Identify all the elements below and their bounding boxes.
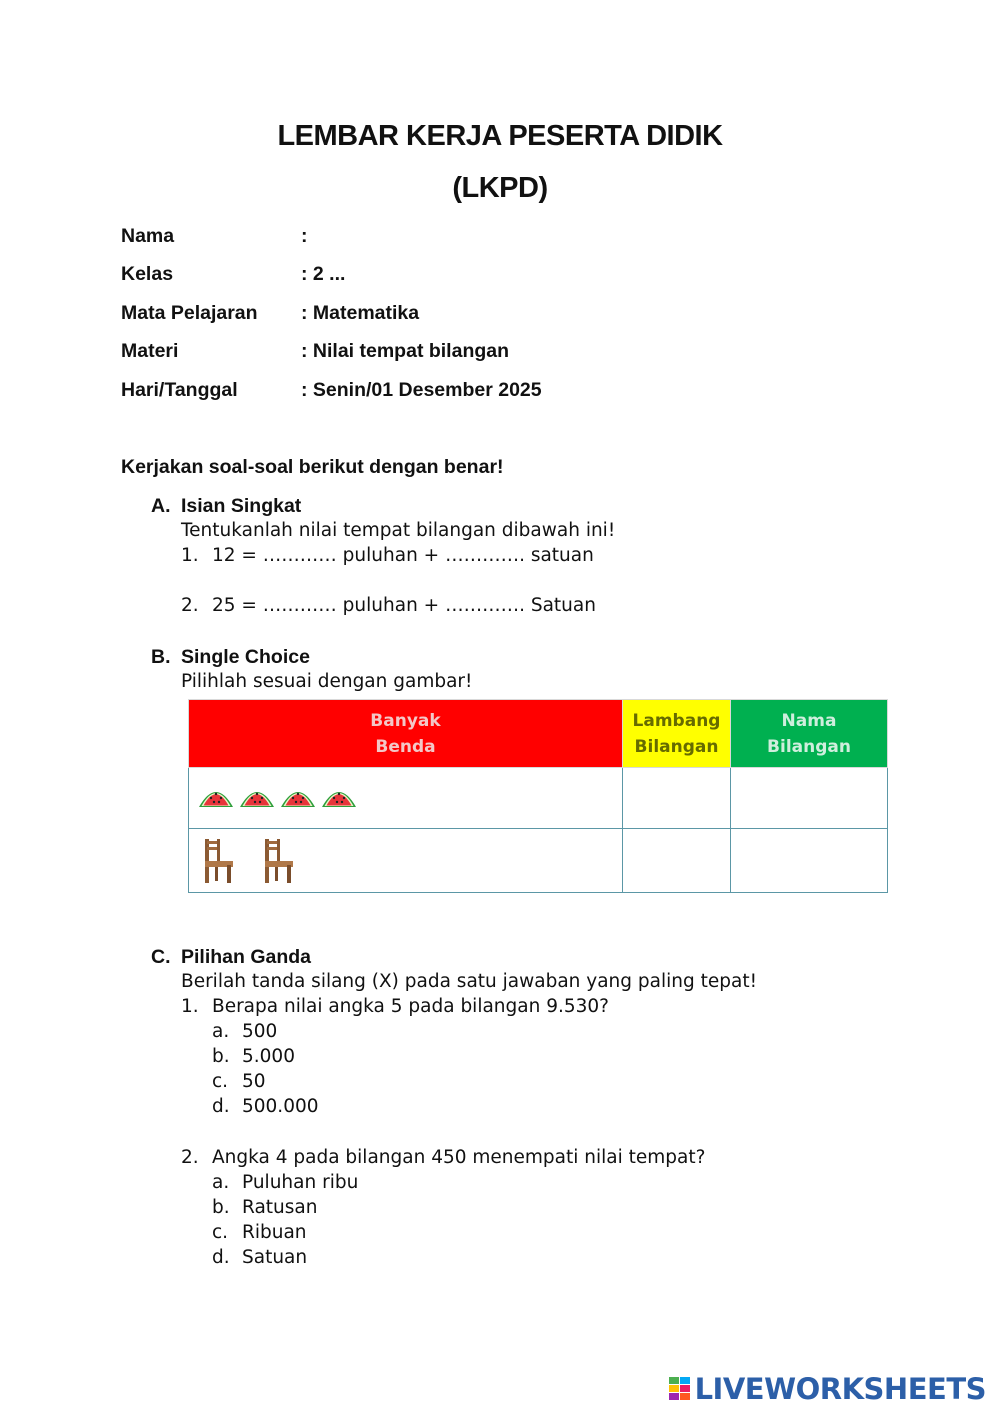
question-1-num: 1. — [181, 996, 199, 1017]
q1-option-b[interactable]: 5.000 — [242, 1046, 295, 1067]
cell-watermelon-objects — [189, 768, 623, 829]
q2-option-d[interactable]: Satuan — [242, 1247, 308, 1268]
section-a-item-1-num: 1. — [181, 545, 199, 566]
info-value-mapel: : Matematika — [301, 302, 420, 324]
q2-option-b[interactable]: Ratusan — [242, 1197, 318, 1218]
section-c-instruction: Berilah tanda silang (X) pada satu jawaban yang paling tepat! — [181, 971, 758, 992]
chair-icon — [201, 837, 235, 885]
table-row — [189, 768, 888, 829]
table-row — [189, 829, 888, 893]
watermelon-slice-icon — [238, 783, 276, 813]
watermelon-slice-icon — [320, 783, 358, 813]
watermelon-slice-icon — [197, 783, 235, 813]
section-a-item-2-text[interactable]: 25 = ………… puluhan + …………. Satuan — [212, 595, 596, 616]
cell-lambang-answer-2[interactable] — [623, 829, 731, 893]
q1-option-c-letter: c. — [212, 1071, 229, 1092]
section-a-instruction: Tentukanlah nilai tempat bilangan dibawah ini! — [181, 520, 616, 541]
watermelon-group — [189, 768, 622, 828]
q2-option-d-letter: d. — [212, 1247, 230, 1268]
cell-lambang-answer-1[interactable] — [623, 768, 731, 829]
matching-table — [188, 699, 888, 893]
info-value-nama: : — [301, 225, 308, 247]
liveworksheets-blocks-icon — [669, 1377, 691, 1401]
section-a-title: Isian Singkat — [181, 495, 302, 517]
watermelon-slice-icon — [279, 783, 317, 813]
general-instruction: Kerjakan soal-soal berikut dengan benar! — [121, 456, 504, 478]
info-label-kelas: Kelas — [121, 263, 174, 285]
q1-option-d[interactable]: 500.000 — [242, 1096, 319, 1117]
info-label-nama: Nama — [121, 225, 175, 247]
section-c-letter: C. — [151, 946, 171, 968]
header-banyak-benda — [189, 700, 623, 768]
header-lambang-bilangan — [623, 700, 731, 768]
cell-nama-answer-1[interactable] — [731, 768, 888, 829]
q2-option-a-letter: a. — [212, 1172, 230, 1193]
question-2-num: 2. — [181, 1147, 199, 1168]
question-2-text: Angka 4 pada bilangan 450 menempati nilai tempat? — [212, 1147, 706, 1168]
section-b-title: Single Choice — [181, 646, 310, 668]
section-b-instruction: Pilihlah sesuai dengan gambar! — [181, 671, 473, 692]
section-a-item-1-text[interactable]: 12 = ………… puluhan + …………. satuan — [212, 545, 594, 566]
liveworksheets-brand: LIVEWORKSHEETS — [694, 1372, 986, 1406]
chair-group — [189, 829, 622, 892]
header-nama-bilangan — [731, 700, 888, 768]
q2-option-b-letter: b. — [212, 1197, 230, 1218]
header-banyak-benda-label: Banyak Benda — [370, 710, 441, 757]
page-subtitle: (LKPD) — [452, 172, 548, 204]
question-1-text: Berapa nilai angka 5 pada bilangan 9.530? — [212, 996, 609, 1017]
info-value-tanggal: : Senin/01 Desember 2025 — [301, 379, 542, 401]
q1-option-a-letter: a. — [212, 1021, 230, 1042]
info-label-materi: Materi — [121, 340, 179, 362]
q2-option-c[interactable]: Ribuan — [242, 1222, 307, 1243]
q1-option-c[interactable]: 50 — [242, 1071, 266, 1092]
page-title: LEMBAR KERJA PESERTA DIDIK — [277, 120, 723, 152]
info-label-tanggal: Hari/Tanggal — [121, 379, 238, 401]
liveworksheets-logo — [669, 1372, 986, 1406]
cell-chair-objects — [189, 829, 623, 893]
chair-icon — [261, 837, 295, 885]
q1-option-a[interactable]: 500 — [242, 1021, 278, 1042]
section-b-letter: B. — [151, 646, 171, 668]
info-value-materi: : Nilai tempat bilangan — [301, 340, 510, 362]
section-a-letter: A. — [151, 495, 171, 517]
info-label-mapel: Mata Pelajaran — [121, 302, 258, 324]
info-value-kelas: : 2 ... — [301, 263, 346, 285]
q2-option-c-letter: c. — [212, 1222, 229, 1243]
section-c-title: Pilihan Ganda — [181, 946, 312, 968]
header-nama-bilangan-label: Nama Bilangan — [767, 710, 851, 757]
q1-option-d-letter: d. — [212, 1096, 230, 1117]
section-a-item-2-num: 2. — [181, 595, 199, 616]
header-lambang-bilangan-label: Lambang Bilangan — [632, 710, 721, 757]
q1-option-b-letter: b. — [212, 1046, 230, 1067]
q2-option-a[interactable]: Puluhan ribu — [242, 1172, 359, 1193]
cell-nama-answer-2[interactable] — [731, 829, 888, 893]
